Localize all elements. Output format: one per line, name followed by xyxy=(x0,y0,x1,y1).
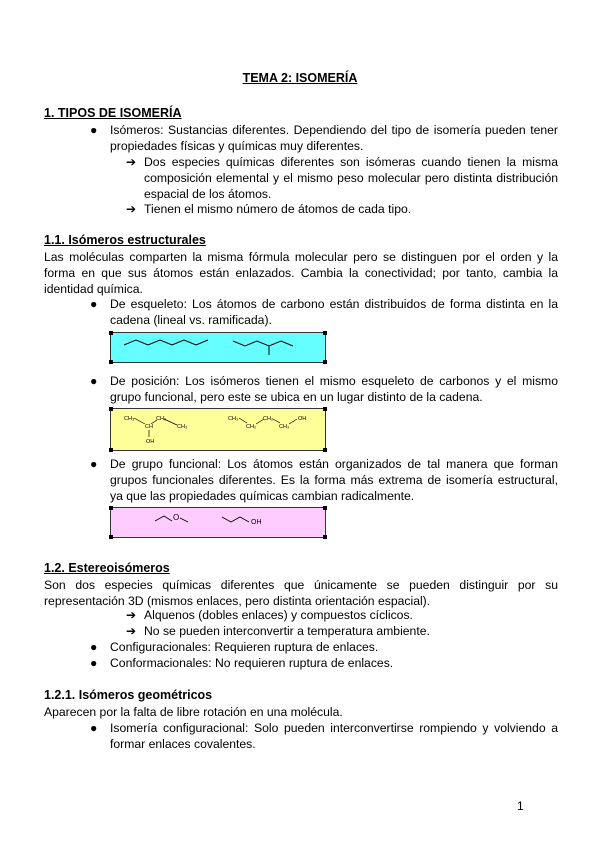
list-item xyxy=(90,456,558,505)
list-item-text: De esqueleto: Los átomos de carbono están distribuidos de forma distinta en la cadena (lineal vs. ramificada). xyxy=(110,297,558,328)
paragraph-geometricos: Aparecen por la falta de libre rotación en una molécula. xyxy=(44,705,343,719)
positional-structures xyxy=(111,409,325,450)
atom-label: OH xyxy=(146,439,155,445)
list-item xyxy=(126,154,558,203)
section-heading-estructurales: 1.1. Isómeros estructurales xyxy=(44,233,206,247)
atom-label: O xyxy=(173,513,180,522)
positional-isomer-figure xyxy=(110,408,326,451)
bullet-icon: ● xyxy=(90,297,98,311)
list-item xyxy=(90,639,558,656)
atom-label: CH₂ xyxy=(263,416,274,422)
list-item xyxy=(90,720,558,753)
page-title: TEMA 2: ISOMERÍA xyxy=(242,71,358,85)
list-item xyxy=(90,296,558,329)
list-item-text: Dos especies químicas diferentes son isómeras cuando tienen la misma composición elemental y el mismo peso molecular pero distinta distribución espacial de los átomos. xyxy=(144,155,558,202)
list-item-text: Tienen el mismo número de átomos de cada tipo. xyxy=(144,202,412,216)
atom-label: OH xyxy=(251,519,262,526)
skeletal-isomer-figure xyxy=(110,332,326,363)
atom-label: CH₃ xyxy=(177,424,188,430)
atom-label: CH₃ xyxy=(124,416,135,422)
section-heading-geometricos: 1.2.1. Isómeros geométricos xyxy=(44,688,213,702)
list-item-text: De posición: Los isómeros tienen el mismo esqueleto de carbonos y el mismo grupo funcional, pero este se ubica en un lugar distinto de la cadena. xyxy=(110,374,558,405)
list-item xyxy=(126,607,558,624)
bullet-icon: ● xyxy=(90,656,98,670)
atom-label: CH₃ xyxy=(156,416,167,422)
arrow-right-icon: ➔ xyxy=(126,608,137,622)
arrow-right-icon: ➔ xyxy=(126,202,137,216)
page-number: 1 xyxy=(517,799,524,813)
atom-label: CH₃ xyxy=(228,416,239,422)
list-item-text: Configuracionales: Requieren ruptura de enlaces. xyxy=(110,640,379,654)
arrow-right-icon: ➔ xyxy=(126,624,137,638)
list-item-text: Isomería configuracional: Solo pueden interconvertirse rompiendo y volviendo a formar enlaces covalentes. xyxy=(110,721,558,752)
skeletal-structures xyxy=(111,333,325,362)
atom-label: CH₃ xyxy=(279,424,290,430)
list-item xyxy=(126,623,558,640)
list-item-text: Conformacionales: No requieren ruptura de enlaces. xyxy=(110,656,394,670)
list-item-text: No se pueden interconvertir a temperatura ambiente. xyxy=(144,624,430,638)
list-item-text: Isómeros: Sustancias diferentes. Dependiendo del tipo de isomería pueden tener propiedades físicas y químicas muy diferentes. xyxy=(110,123,558,154)
list-item xyxy=(126,201,558,218)
bullet-icon: ● xyxy=(90,123,98,137)
arrow-right-icon: ➔ xyxy=(126,155,137,169)
list-item-text: De grupo funcional: Los átomos están organizados de tal manera que forman grupos funcionales diferentes. Es la forma más extrema de isomería estructural, ya que las propiedades químicas cambian radicalmente. xyxy=(110,457,558,504)
bullet-icon: ● xyxy=(90,457,98,471)
bullet-icon: ● xyxy=(90,721,98,735)
bullet-icon: ● xyxy=(90,374,98,388)
list-item-text: Alquenos (dobles enlaces) y compuestos cíclicos. xyxy=(144,608,413,622)
paragraph-estereoisomeros: Son dos especies químicas diferentes que únicamente se pueden distinguir por su representación 3D (mismos enlaces, pero distinta orientación espacial). xyxy=(44,578,558,609)
section-heading-estereoisomeros: 1.2. Estereoisómeros xyxy=(44,561,170,575)
paragraph-estructurales: Las moléculas comparten la misma fórmula molecular pero se distinguen por el orden y la forma en que sus átomos están enlazados. Cambia la conectividad; por tanto, cambia la identidad química. xyxy=(44,250,558,297)
list-item xyxy=(90,373,558,406)
section-heading-tipos: 1. TIPOS DE ISOMERÍA xyxy=(44,106,182,120)
functional-group-structures xyxy=(111,508,325,537)
atom-label: OH xyxy=(298,416,307,422)
list-item xyxy=(90,122,558,155)
bullet-icon: ● xyxy=(90,640,98,654)
atom-label: CH xyxy=(145,424,153,430)
atom-label: CH₂ xyxy=(246,424,257,430)
list-item xyxy=(90,655,558,672)
functional-group-isomer-figure xyxy=(110,507,326,538)
